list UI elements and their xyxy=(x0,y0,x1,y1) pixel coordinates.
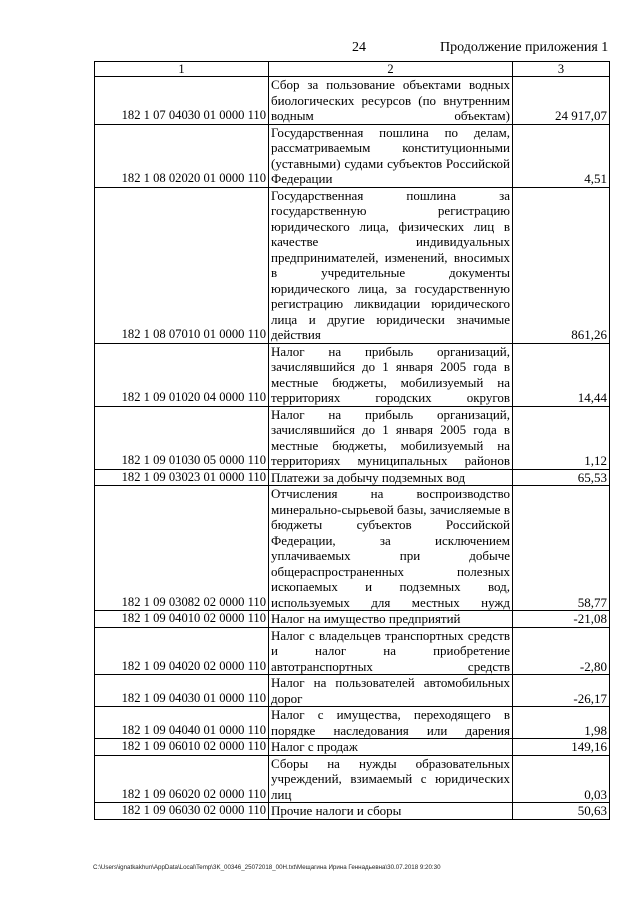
revenue-name-cell: Налог на прибыль организаций, зачислявшийся до 1 января 2005 года в местные бюджеты, мобилизуемый на территориях муниципальных районов xyxy=(269,406,513,469)
revenue-name-cell: Налог с имущества, переходящего в порядке наследования или дарения xyxy=(269,707,513,739)
column-header-3: 3 xyxy=(513,62,610,77)
amount-cell: 0,03 xyxy=(513,755,610,803)
revenue-name-cell: Налог с владельцев транспортных средств и налог на приобретение автотранспортных средств xyxy=(269,627,513,675)
kbk-code-cell: 182 1 09 04020 02 0000 110 xyxy=(95,627,269,675)
kbk-code-cell: 182 1 09 03023 01 0000 110 xyxy=(95,469,269,486)
kbk-code-cell: 182 1 09 01030 05 0000 110 xyxy=(95,406,269,469)
column-header-2: 2 xyxy=(269,62,513,77)
table-row xyxy=(95,707,610,739)
kbk-code-cell: 182 1 09 03082 02 0000 110 xyxy=(95,486,269,611)
kbk-code-cell: 182 1 08 07010 01 0000 110 xyxy=(95,187,269,343)
revenue-name-cell: Платежи за добычу подземных вод xyxy=(269,469,513,486)
table-row xyxy=(95,486,610,611)
revenue-name-cell: Налог на пользователей автомобильных дорог xyxy=(269,675,513,707)
amount-cell: 1,12 xyxy=(513,406,610,469)
table-row xyxy=(95,187,610,343)
amount-cell: 861,26 xyxy=(513,187,610,343)
kbk-code-cell: 182 1 09 06020 02 0000 110 xyxy=(95,755,269,803)
budget-table xyxy=(94,61,610,820)
amount-cell: 58,77 xyxy=(513,486,610,611)
revenue-name-cell: Прочие налоги и сборы xyxy=(269,803,513,820)
revenue-name-cell: Налог на имущество предприятий xyxy=(269,611,513,628)
table-row xyxy=(95,469,610,486)
continuation-caption: Продолжение приложения 1 xyxy=(440,40,609,55)
table-row xyxy=(95,124,610,187)
table-row xyxy=(95,803,610,820)
amount-cell: -2,80 xyxy=(513,627,610,675)
kbk-code-cell: 182 1 09 04010 02 0000 110 xyxy=(95,611,269,628)
table-row xyxy=(95,755,610,803)
table-row xyxy=(95,611,610,628)
revenue-name-cell: Сборы на нужды образовательных учреждений, взимаемый с юридических лиц xyxy=(269,755,513,803)
kbk-code-cell: 182 1 09 06010 02 0000 110 xyxy=(95,739,269,756)
amount-cell: -26,17 xyxy=(513,675,610,707)
amount-cell: 1,98 xyxy=(513,707,610,739)
table-row xyxy=(95,627,610,675)
amount-cell: 50,63 xyxy=(513,803,610,820)
revenue-name-cell: Государственная пошлина за государственную регистрацию юридического лица, физических лиц в качестве индивидуальных предпринимателей, изменений, вносимых в учредительные документы юридического лица, за государственную регистрацию ликвидации юридического лица и другие юридически значимые действия xyxy=(269,187,513,343)
kbk-code-cell: 182 1 09 06030 02 0000 110 xyxy=(95,803,269,820)
table-row xyxy=(95,343,610,406)
table-row xyxy=(95,675,610,707)
kbk-code-cell: 182 1 08 02020 01 0000 110 xyxy=(95,124,269,187)
revenue-name-cell: Сбор за пользование объектами водных биологических ресурсов (по внутренним водным объектам) xyxy=(269,77,513,125)
amount-cell: 14,44 xyxy=(513,343,610,406)
kbk-code-cell: 182 1 09 01020 04 0000 110 xyxy=(95,343,269,406)
page-number: 24 xyxy=(352,40,366,55)
kbk-code-cell: 182 1 09 04040 01 0000 110 xyxy=(95,707,269,739)
file-path-footer: C:\Users\ignatkakhun\AppData\Local\Temp\3K_00346_25072018_00H.txt\Мещагина Ирина Геннадьевна\30.07.2018 9:20:30 xyxy=(93,864,441,871)
revenue-name-cell: Отчисления на воспроизводство минерально-сырьевой базы, зачисляемые в бюджеты субъектов Российской Федерации, за исключением уплачиваемых при добыче общераспространенных полезных ископаемых и подземных вод, используемых для местных нужд xyxy=(269,486,513,611)
table-row xyxy=(95,406,610,469)
amount-cell: 149,16 xyxy=(513,739,610,756)
revenue-name-cell: Налог на прибыль организаций, зачислявшийся до 1 января 2005 года в местные бюджеты, мобилизуемый на территориях городских округов xyxy=(269,343,513,406)
kbk-code-cell: 182 1 07 04030 01 0000 110 xyxy=(95,77,269,125)
amount-cell: 24 917,07 xyxy=(513,77,610,125)
revenue-name-cell: Государственная пошлина по делам, рассматриваемым конституционными (уставными) судами субъектов Российской Федерации xyxy=(269,124,513,187)
table-row xyxy=(95,739,610,756)
kbk-code-cell: 182 1 09 04030 01 0000 110 xyxy=(95,675,269,707)
table-row xyxy=(95,77,610,125)
revenue-name-cell: Налог с продаж xyxy=(269,739,513,756)
amount-cell: 65,53 xyxy=(513,469,610,486)
amount-cell: 4,51 xyxy=(513,124,610,187)
column-header-1: 1 xyxy=(95,62,269,77)
column-number-row xyxy=(95,62,610,77)
amount-cell: -21,08 xyxy=(513,611,610,628)
